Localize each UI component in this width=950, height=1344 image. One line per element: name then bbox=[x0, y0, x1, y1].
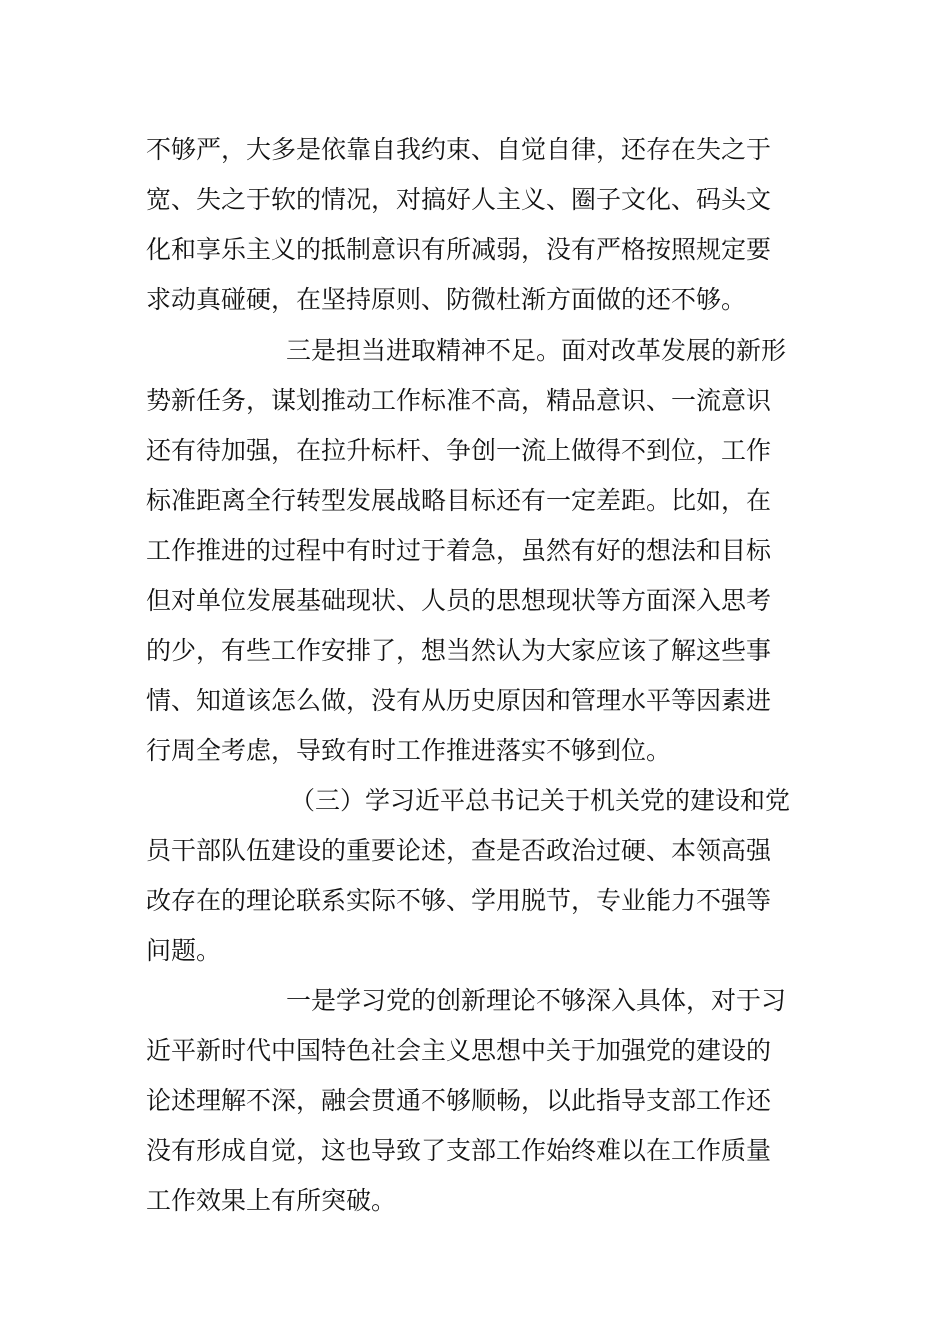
paragraph-line: 近平新时代中国特色社会主义思想中关于加强党的建设的 bbox=[146, 1036, 772, 1065]
paragraph-line: 势新任务，谋划推动工作标准不高，精品意识、一流意识 bbox=[146, 386, 772, 415]
paragraph-line: 三是担当进取精神不足。面对改革发展的新形 bbox=[286, 336, 787, 365]
paragraph-line: 还有待加强，在拉升标杆、争创一流上做得不到位，工作 bbox=[146, 436, 772, 465]
paragraph-line: 行周全考虑，导致有时工作推进落实不够到位。 bbox=[146, 736, 672, 765]
paragraph-line: 改存在的理论联系实际不够、学用脱节，专业能力不强等 bbox=[146, 886, 772, 915]
paragraph-line: 论述理解不深，融会贯通不够顺畅，以此指导支部工作还 bbox=[146, 1086, 772, 1115]
paragraph-line: 宽、失之于软的情况，对搞好人主义、圈子文化、码头文 bbox=[146, 185, 772, 214]
paragraph-line: 不够严，大多是依靠自我约束、自觉自律，还存在失之于 bbox=[146, 135, 772, 164]
paragraph-line: 化和享乐主义的抵制意识有所减弱，没有严格按照规定要 bbox=[146, 235, 772, 264]
paragraph-line: 问题。 bbox=[146, 936, 222, 965]
paragraph-line: 标准距离全行转型发展战略目标还有一定差距。比如，在 bbox=[146, 486, 772, 515]
paragraph-line: 员干部队伍建设的重要论述，查是否政治过硬、本领高强 bbox=[146, 836, 772, 865]
paragraph-line: 工作推进的过程中有时过于着急，虽然有好的想法和目标 bbox=[146, 536, 772, 565]
paragraph-line: 但对单位发展基础现状、人员的思想现状等方面深入思考 bbox=[146, 586, 772, 615]
paragraph-line: 求动真碰硬，在坚持原则、防微杜渐方面做的还不够。 bbox=[146, 285, 747, 314]
paragraph-line: 情、知道该怎么做，没有从历史原因和管理水平等因素进 bbox=[146, 686, 772, 715]
paragraph-line: 一是学习党的创新理论不够深入具体，对于习 bbox=[286, 986, 787, 1015]
paragraph-line: 的少，有些工作安排了，想当然认为大家应该了解这些事 bbox=[146, 636, 772, 665]
paragraph-line: 工作效果上有所突破。 bbox=[146, 1186, 397, 1215]
paragraph-line: 没有形成自觉，这也导致了支部工作始终难以在工作质量 bbox=[146, 1136, 772, 1165]
section-heading-line: （三）学习近平总书记关于机关党的建设和党 bbox=[290, 786, 791, 815]
